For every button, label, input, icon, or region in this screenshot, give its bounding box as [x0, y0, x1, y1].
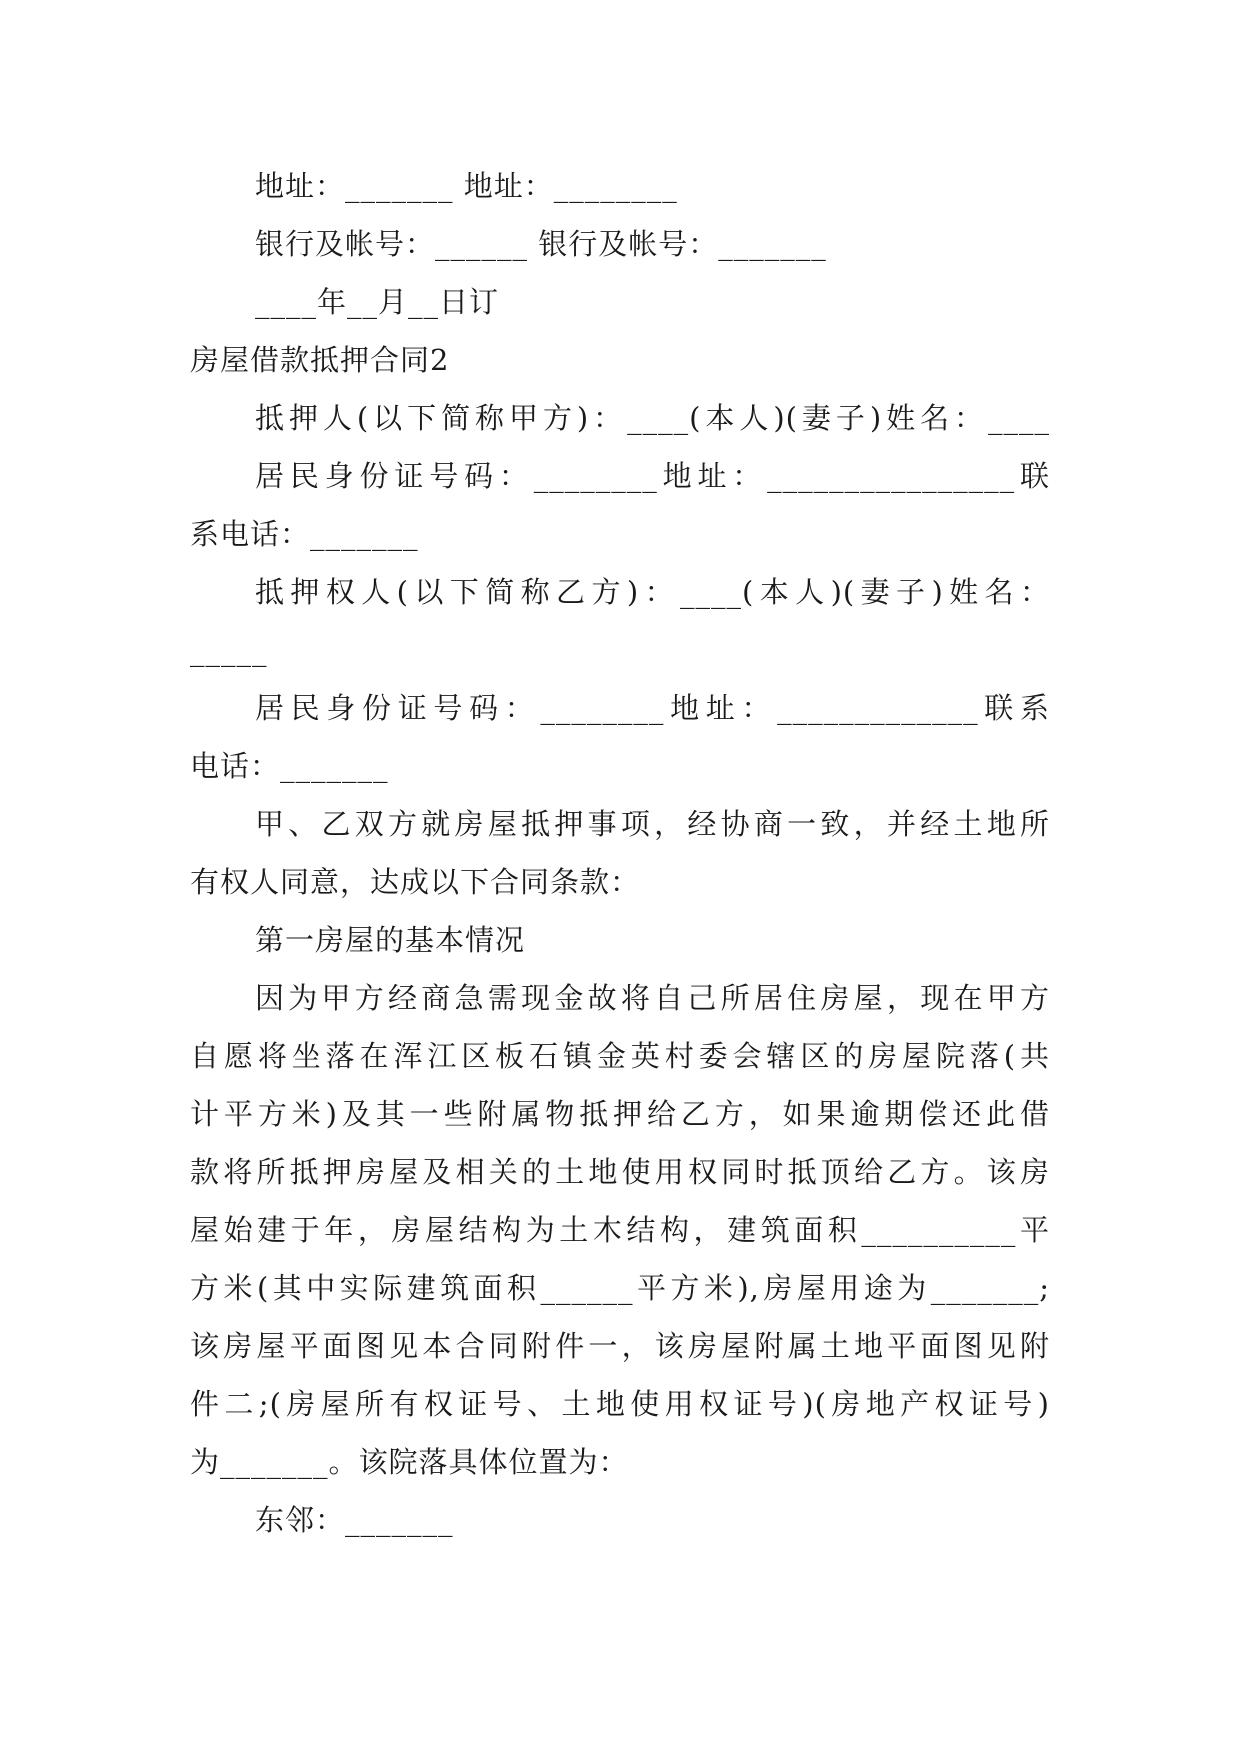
body-line-2: 自愿将坐落在浑江区板石镇金英村委会辖区的房屋院落(共 [190, 1039, 1050, 1073]
body-line-7: 该房屋平面图见本合同附件一，该房屋附属土地平面图见附 [190, 1329, 1050, 1363]
body-line-6: 方米(其中实际建筑面积______平方米),房屋用途为_______; [190, 1271, 1050, 1305]
body-line-3: 计平方米)及其一些附属物抵押给乙方，如果逾期偿还此借 [190, 1097, 1050, 1131]
body-line-5: 屋始建于年，房屋结构为土木结构，建筑面积__________平 [190, 1213, 1050, 1247]
mortgagor-phone-line: 系电话：_______ [190, 517, 419, 551]
body-line-9: 为_______。该院落具体位置为： [190, 1445, 629, 1479]
date-line: ____年__月__日订 [255, 285, 500, 319]
mortgagee-name-blank: _____ [190, 633, 268, 667]
section-heading: 第一房屋的基本情况 [255, 923, 526, 957]
agreement-intro-line-1: 甲、乙双方就房屋抵押事项，经协商一致，并经土地所 [255, 807, 1050, 841]
address-line: 地址：_______ 地址：________ [255, 169, 678, 203]
mortgagee-phone-line: 电话：_______ [190, 749, 389, 783]
body-line-8: 件二;(房屋所有权证号、土地使用权证号)(房地产权证号) [190, 1387, 1050, 1421]
agreement-intro-line-2: 有权人同意，达成以下合同条款： [190, 865, 641, 899]
mortgagee-id-line: 居民身份证号码：________地址：_____________联系 [255, 691, 1050, 725]
mortgagee-line: 抵押权人(以下简称乙方)：____(本人)(妻子)姓名： [255, 575, 1050, 609]
mortgagor-id-line: 居民身份证号码：________地址：________________联 [255, 459, 1050, 493]
body-line-4: 款将所抵押房屋及相关的土地使用权同时抵顶给乙方。该房 [190, 1155, 1050, 1189]
body-line-1: 因为甲方经商急需现金故将自己所居住房屋，现在甲方 [255, 981, 1050, 1015]
bank-account-line: 银行及帐号：______ 银行及帐号：_______ [255, 227, 827, 261]
contract-title: 房屋借款抵押合同2 [190, 343, 450, 377]
east-neighbor-line: 东邻：_______ [255, 1503, 454, 1537]
mortgagor-line: 抵押人(以下简称甲方)：____(本人)(妻子)姓名：____ [255, 401, 1050, 435]
